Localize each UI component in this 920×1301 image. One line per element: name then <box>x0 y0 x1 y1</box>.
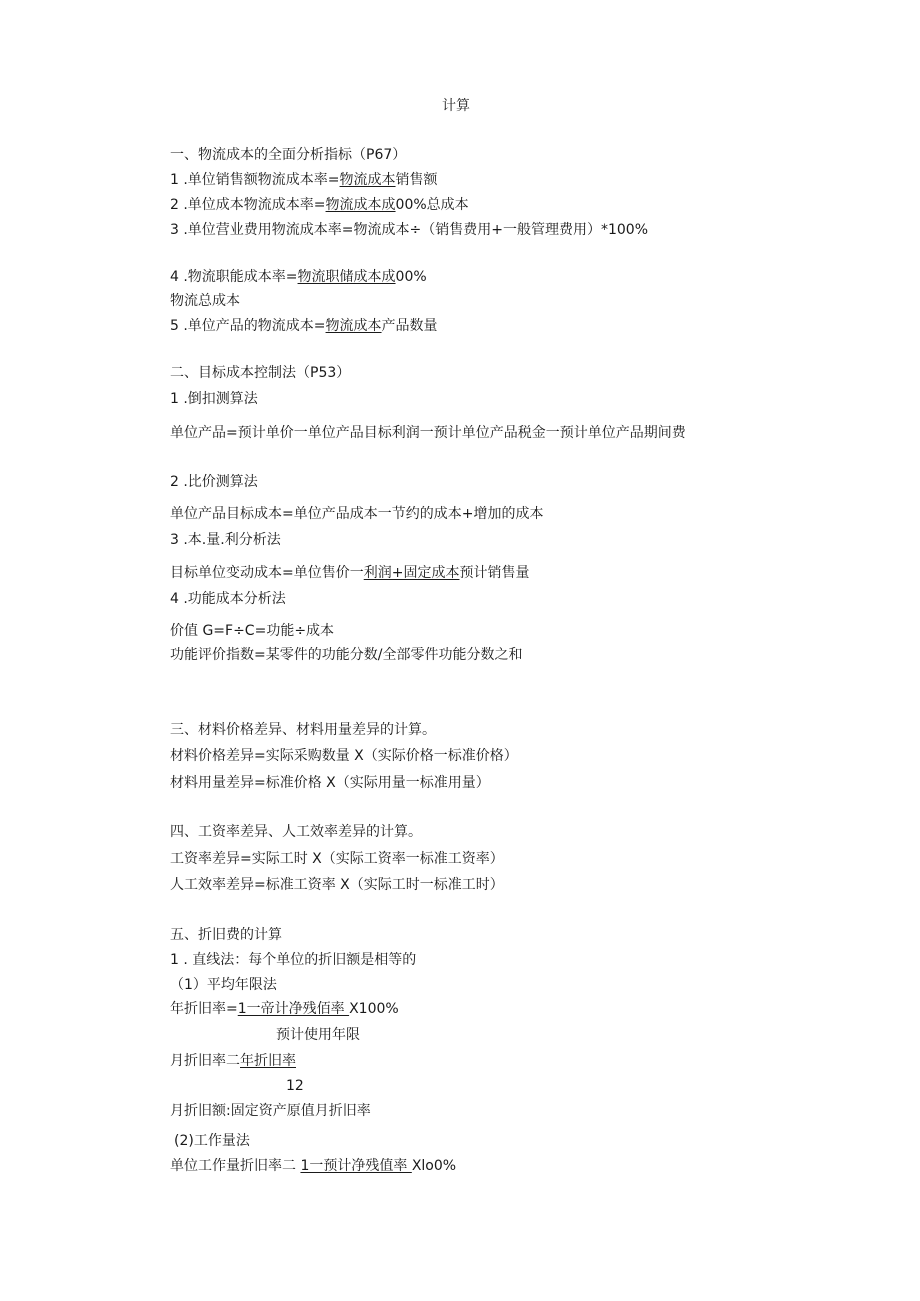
s5-point-1: 1 . 直线法：每个单位的折旧额是相等的 <box>170 952 417 968</box>
section-5-heading: 五、折旧费的计算 <box>170 927 282 943</box>
s5-point-1a: （1）平均年限法 <box>170 977 277 993</box>
s2-method-1-formula: 单位产品=预计单价一单位产品目标利润一预计单位产品税金一预计单位产品期间费 <box>170 425 686 441</box>
section-2-heading: 二、目标成本控制法（P53） <box>170 365 351 381</box>
s4-formula-1: 工资率差异=实际工时 X（实际工资率一标准工资率） <box>170 851 504 867</box>
s1-item-4: 4 .物流职能成本率=物流职储成本成00% <box>170 269 427 285</box>
s2-method-3-formula: 目标单位变动成本=单位售价一利润+固定成本预计销售量 <box>170 565 530 581</box>
s5-formula-2-denominator: 12 <box>286 1078 304 1094</box>
s5-formula-3: 月折旧额:固定资产原值月折旧率 <box>170 1103 371 1119</box>
s1-item-4-denominator: 物流总成本 <box>170 293 240 309</box>
s5-formula-1-denominator: 预计使用年限 <box>276 1027 360 1043</box>
section-1-heading: 一、物流成本的全面分析指标（P67） <box>170 147 407 163</box>
s4-formula-2: 人工效率差异=标准工资率 X（实际工时一标准工时） <box>170 877 504 893</box>
s2-method-2: 2 .比价测算法 <box>170 474 258 490</box>
s2-method-3: 3 .本.量.利分析法 <box>170 532 281 548</box>
s1-item-5: 5 .单位产品的物流成本=物流成本产品数量 <box>170 318 438 334</box>
s2-method-4-formula-1: 价值 G=F÷C=功能÷成本 <box>170 623 335 639</box>
s1-item-2: 2 .单位成本物流成本率=物流成本成00%总成本 <box>170 197 469 213</box>
s5-point-2: (2)工作量法 <box>174 1133 250 1149</box>
section-4-heading: 四、工资率差异、人工效率差异的计算。 <box>170 824 422 840</box>
s1-item-1: 1 .单位销售额物流成本率=物流成本销售额 <box>170 172 438 188</box>
s5-formula-2: 月折旧率二年折旧率 <box>170 1053 296 1069</box>
s2-method-4-formula-2: 功能评价指数=某零件的功能分数/全部零件功能分数之和 <box>170 647 523 663</box>
s3-formula-2: 材料用量差异=标准价格 X（实际用量一标准用量） <box>170 775 490 791</box>
s2-method-4: 4 .功能成本分析法 <box>170 591 286 607</box>
s3-formula-1: 材料价格差异=实际采购数量 X（实际价格一标准价格） <box>170 748 518 764</box>
s2-method-2-formula: 单位产品目标成本=单位产品成本一节约的成本+增加的成本 <box>170 506 544 522</box>
section-3-heading: 三、材料价格差异、材料用量差异的计算。 <box>170 722 436 738</box>
s1-item-3: 3 .单位营业费用物流成本率=物流成本÷（销售费用+一般管理费用）*100% <box>170 222 649 238</box>
s5-formula-4: 单位工作量折旧率二 1一预计净残值率 Xlo0% <box>170 1158 457 1174</box>
s2-method-1: 1 .倒扣测算法 <box>170 391 258 407</box>
page-title: 计算 <box>442 98 470 114</box>
s5-formula-1: 年折旧率=1一帝计净残佰率 X100% <box>170 1001 399 1017</box>
